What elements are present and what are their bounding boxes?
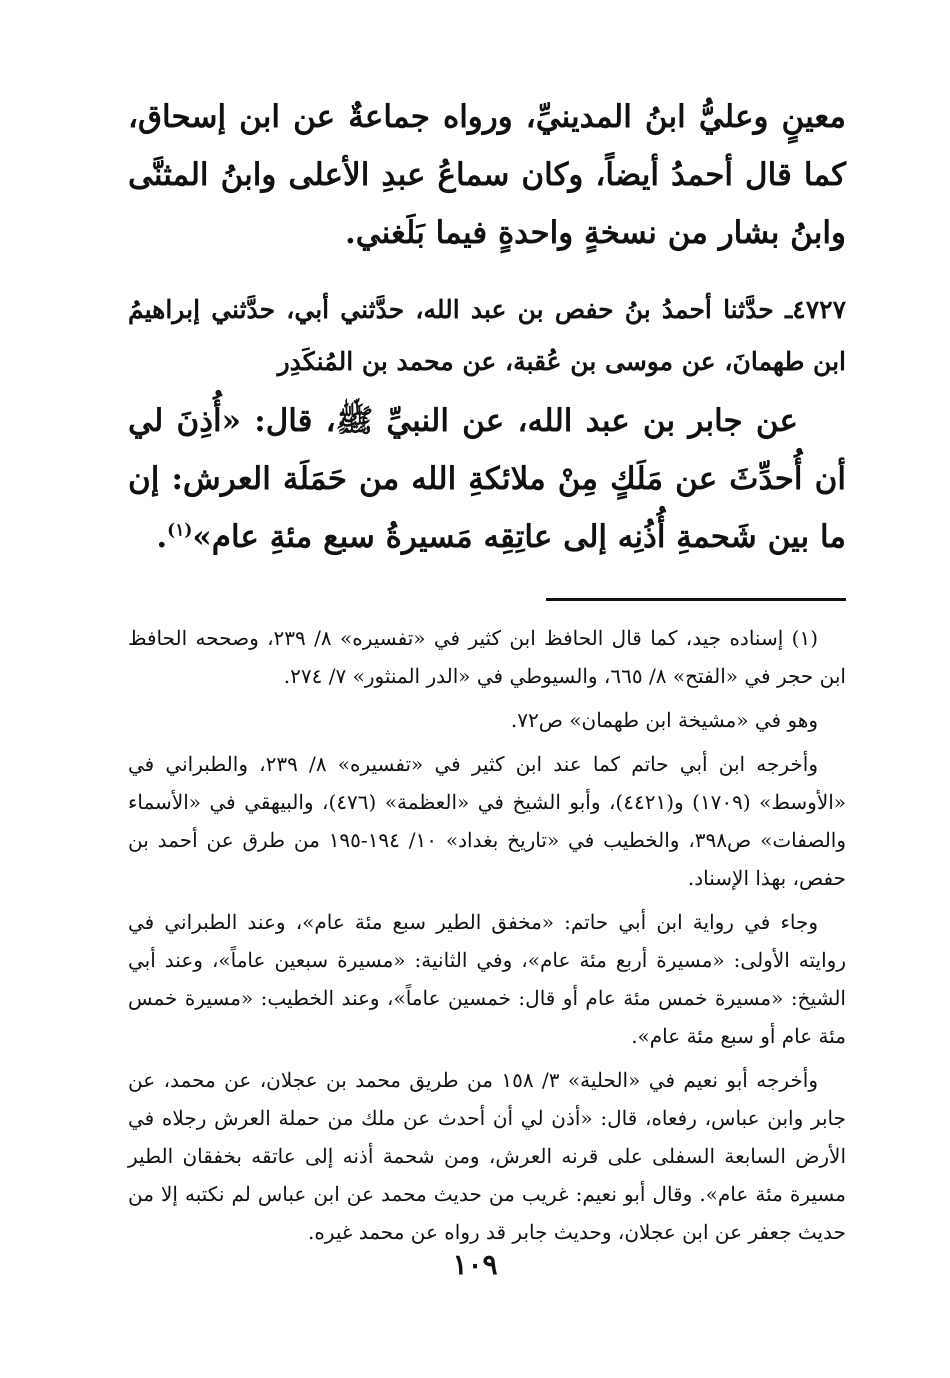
hadith-matn-paragraph xyxy=(128,392,846,566)
page-content xyxy=(128,88,846,1318)
footnote-paragraph: وجاء في رواية ابن أبي حاتم: «مخفق الطير سبع مئة عام»، وعند الطبراني في روايته الأولى: «مسيرة أربع مئة عام»، وفي الثانية: «مسيرة سبعين عاماً»، وعند أبي الشيخ: «مسيرة خمس مئة عام أو قال: خمسين عاماً»، وعند الخطيب: «مسيرة خمس مئة عام أو سبع مئة عام». xyxy=(128,910,846,1048)
footnote-paragraph: (١) إسناده جيد، كما قال الحافظ ابن كثير في «تفسيره» ٨/ ٢٣٩، وصححه الحافظ ابن حجر في «الفتح» ٨/ ٦٦٥، والسيوطي في «الدر المنثور» ٧/ ٢٧٤. xyxy=(128,626,846,688)
end-mark: . xyxy=(156,519,168,555)
footnote-separator xyxy=(546,598,846,601)
footnote-paragraph: وأخرجه أبو نعيم في «الحلية» ٣/ ١٥٨ من طريق محمد بن عجلان، عن محمد، عن جابر وابن عباس، رفعاه، قال: «أذن لي أن أحدث عن ملك من حملة العرش رجلاه في الأرض السابعة السفلى على قرنه العرش، ومن شحمة أذنه إلى عاتقه بخفقان الطير مسيرة مئة عام». وقال أبو نعيم: غريب من حديث محمد عن ابن عباس لم نكتبه إلا من حديث جعفر عن ابن عجلان، وحديث جابر قد رواه عن محمد غيره. xyxy=(128,1068,846,1244)
body-paragraph: معينٍ وعليُّ ابنُ المدينيِّ، ورواه جماعةٌ عن ابن إسحاق، كما قال أحمدُ أيضاً، وكان سماعُ عبدِ الأعلى وابنُ المثنَّى وابنُ بشار من نسخةٍ واحدةٍ فيما بَلَغني. xyxy=(128,99,846,251)
hadith-matn-text: عن جابر بن عبد الله، عن النبيِّ ﷺ، قال: «أُذِنَ لي أن أُحدِّثَ عن مَلَكٍ مِنْ ملائكةِ الله من حَمَلَة العرش: إن ما بين شَحمةِ أُذُنِه إلى عاتِقِه مَسيرةُ سبع مئةِ عام» xyxy=(128,403,846,555)
footnotes-section xyxy=(128,619,846,1251)
footnote-reference[interactable]: (١) xyxy=(167,520,193,541)
footnote-paragraph: وهو في «مشيخة ابن طهمان» ص٧٢. xyxy=(510,708,818,732)
footnote-paragraph: وأخرجه ابن أبي حاتم كما عند ابن كثير في «تفسيره» ٨/ ٢٣٩، والطبراني في «الأوسط» (١٧٠٩) و(٤٤٢١)، وأبو الشيخ في «العظمة» (٤٧٦)، والبيهقي في «الأسماء والصفات» ص٣٩٨، والخطيب في «تاريخ بغداد» ١٠/ ١٩٤-١٩٥ من طرق عن أحمد بن حفص، بهذا الإسناد. xyxy=(128,752,847,890)
page-number: ١٠٩ xyxy=(452,1248,498,1281)
hadith-isnad: ٤٧٢٧ـ حدَّثنا أحمدُ بنُ حفص بن عبد الله، حدَّثني أبي، حدَّثني إبراهيمُ ابن طهمانَ، عن موسى بن عُقبة، عن محمد بن المُنكَدِر xyxy=(128,295,846,376)
